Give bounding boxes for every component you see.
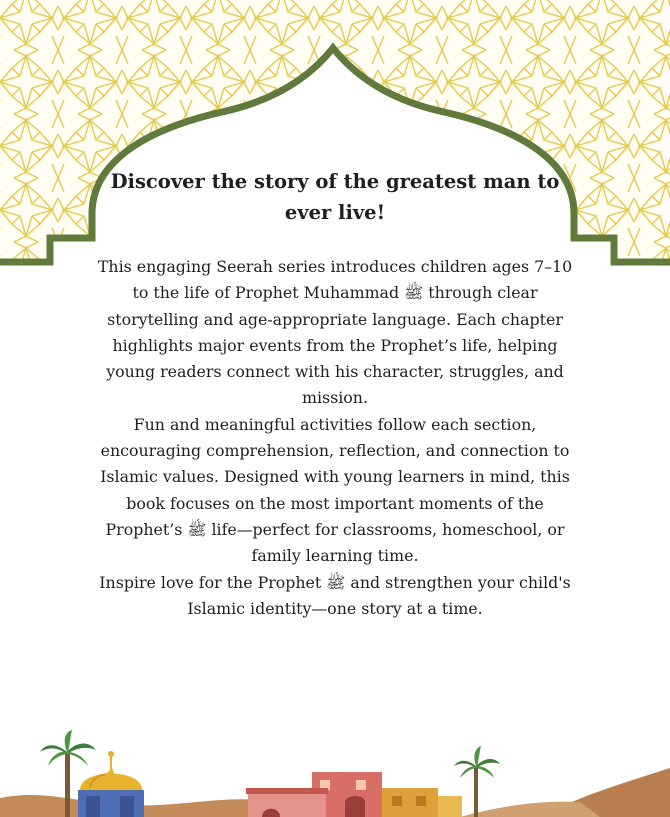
dome-building-icon [78,751,144,817]
headline: Discover the story of the greatest man to ever live! [110,170,560,224]
intro-paragraph: This engaging Seerah series introduces children ages 7–10 to the life of Prophet Muhammad ﷺ through clear storytelling and age-appropriate language. Each chapter highlights major events from the Prophet’s life, helping young readers connect with his character, struggles, and mission. [97,257,573,408]
description-block [90,166,580,622]
desert-village-illustration [0,730,670,817]
activities-paragraph: Fun and meaningful activities follow each section, encouraging comprehension, reflection, and connection to Islamic values. Designed with young learners in mind, this book focuses on the most important moments of the Prophet’s ﷺ life—perfect for classrooms, homeschool, or family learning time. [100,414,570,566]
town-buildings-icon [246,772,462,817]
closing-paragraph: Inspire love for the Prophet ﷺ and strengthen your child's Islamic identity—one story at a time. [99,572,571,618]
